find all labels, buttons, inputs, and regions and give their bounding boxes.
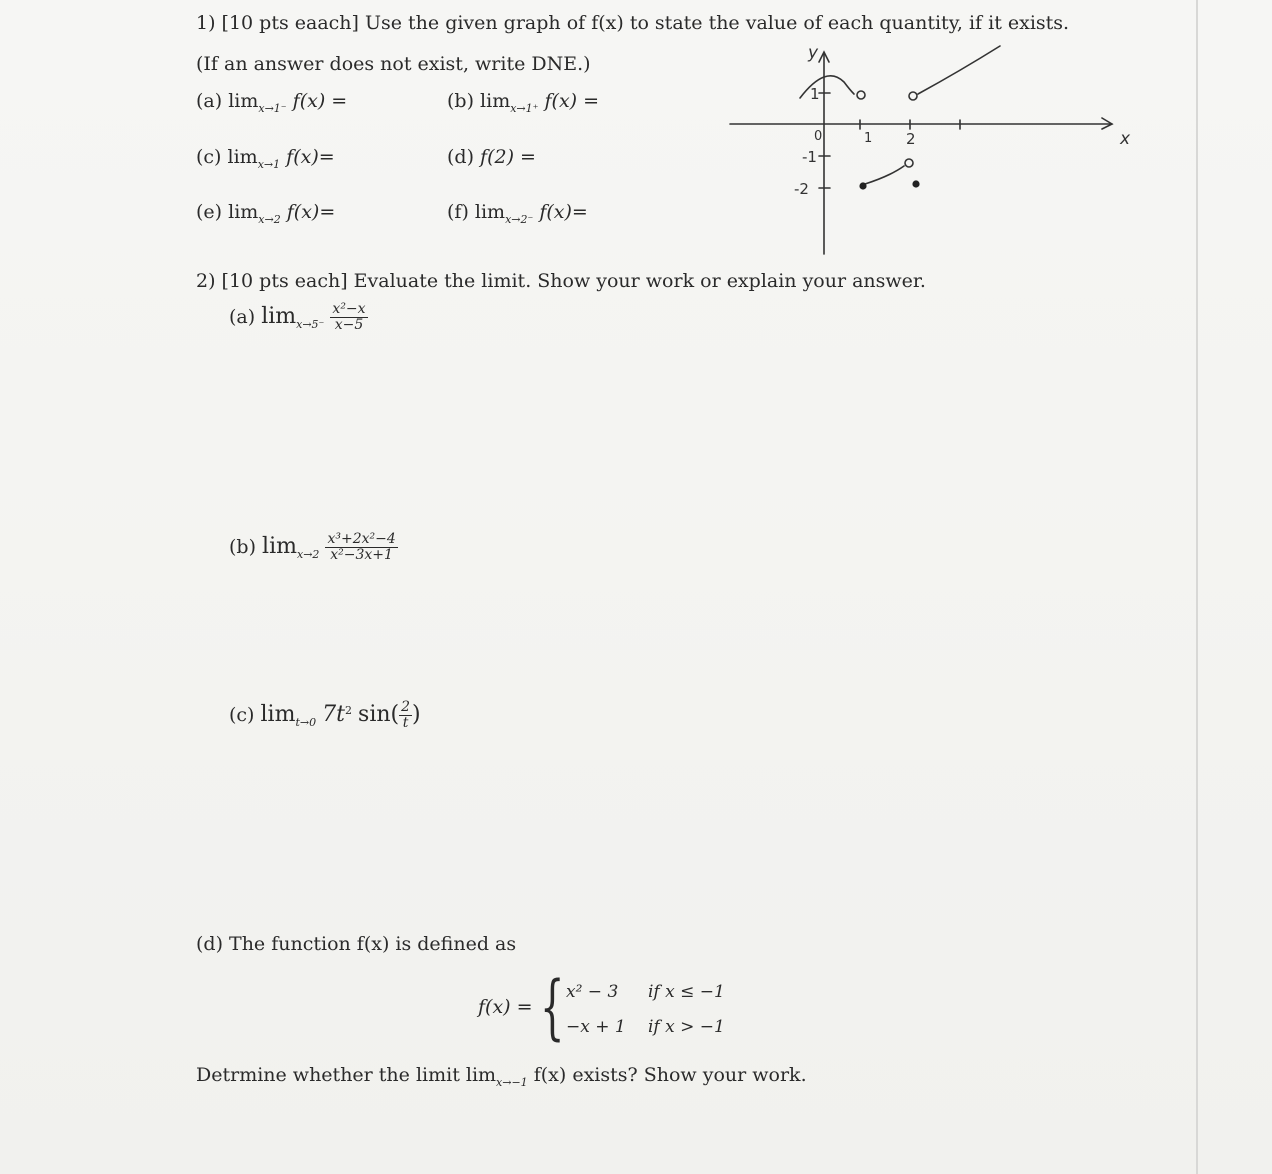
q2b bbox=[229, 532, 398, 564]
q2b-fraction bbox=[325, 532, 397, 564]
line-right bbox=[918, 46, 1000, 94]
open-circle-3 bbox=[905, 159, 913, 167]
q2a bbox=[229, 302, 368, 334]
q1e-sub: x→2 bbox=[258, 213, 281, 226]
q2a-fraction bbox=[330, 302, 367, 334]
q2a-lim: lim bbox=[261, 303, 297, 329]
q2a-denominator: x−5 bbox=[334, 317, 364, 334]
q1-header: 1) [10 pts eaach] Use the given graph of f(x) to state the value of each quantity, if it exists. bbox=[196, 12, 1070, 34]
q2c-expr-pre: 7t bbox=[322, 701, 345, 727]
page-edge-line bbox=[1196, 0, 1198, 1174]
q1a-sub: x→1⁻ bbox=[258, 102, 287, 115]
tick-x-2-label: 2 bbox=[906, 130, 916, 148]
q1a-label: (a) bbox=[196, 90, 223, 112]
q2d-question-text: Detrmine whether the limit lim bbox=[196, 1064, 497, 1086]
q2b-denominator: x²−3x+1 bbox=[330, 547, 393, 564]
q2d-case2-expr: −x + 1 bbox=[566, 1017, 626, 1037]
q1d bbox=[447, 148, 536, 167]
tick-y-m2-label: -2 bbox=[794, 180, 809, 198]
q1b-label: (b) bbox=[447, 90, 474, 112]
q2c-lim: lim bbox=[260, 701, 296, 727]
q2a-label: (a) bbox=[229, 305, 256, 328]
q2c bbox=[229, 700, 421, 732]
q2d-case1-cond: if x ≤ −1 bbox=[648, 982, 725, 1002]
y-axis-label: y bbox=[808, 43, 819, 63]
q1c-label: (c) bbox=[196, 146, 222, 168]
q1b-lim: lim bbox=[480, 90, 511, 112]
q1b-sub: x→1⁺ bbox=[510, 102, 539, 115]
q1f-sub: x→2⁻ bbox=[505, 213, 534, 226]
q1c-sub: x→1 bbox=[257, 158, 281, 171]
q2b-lim: lim bbox=[262, 533, 297, 559]
q2a-numerator: x²−x bbox=[332, 301, 366, 317]
q1f-label: (f) bbox=[447, 201, 469, 223]
q1e-label: (e) bbox=[196, 201, 223, 223]
q2c-expr-sin: sin( bbox=[358, 701, 400, 727]
q2b-numerator: x³+2x²−4 bbox=[327, 531, 396, 547]
open-circle-1 bbox=[857, 91, 865, 99]
q1d-rest: f(2) = bbox=[480, 146, 536, 168]
q2b-label: (b) bbox=[229, 535, 256, 558]
q2d-question-sub: x→−1 bbox=[496, 1076, 528, 1089]
q1a-lim: lim bbox=[228, 90, 259, 112]
q1e-lim: lim bbox=[228, 201, 259, 223]
curve-arc bbox=[800, 76, 854, 98]
q2d-question bbox=[196, 1064, 807, 1089]
q2c-frac-den: t bbox=[402, 715, 409, 732]
q1c-rest: f(x)= bbox=[286, 146, 335, 168]
tick-y-m1-label: -1 bbox=[802, 148, 817, 166]
q2c-expr-sup: 2 bbox=[344, 703, 352, 717]
q2b-sub: x→2 bbox=[296, 547, 320, 561]
q2d-case1-expr: x² − 3 bbox=[566, 982, 619, 1002]
tick-y-1-label: 1 bbox=[810, 85, 820, 103]
q1b bbox=[447, 90, 600, 115]
q1-note: (If an answer does not exist, write DNE.) bbox=[196, 53, 591, 75]
q2d-case2-cond: if x > −1 bbox=[648, 1017, 725, 1037]
q2-header: 2) [10 pts each] Evaluate the limit. Show your work or explain your answer. bbox=[196, 270, 926, 292]
tick-origin-label: 0 bbox=[814, 129, 823, 144]
q2d-fx: f(x) = bbox=[478, 996, 533, 1018]
q1a bbox=[196, 90, 348, 115]
q2c-frac-num: 2 bbox=[401, 699, 411, 715]
piecewise-brace: { bbox=[540, 966, 565, 1048]
q1e bbox=[196, 201, 336, 226]
q1d-label: (d) bbox=[447, 146, 474, 168]
q2d-intro: (d) The function f(x) is defined as bbox=[196, 933, 517, 955]
tick-x-1-label: 1 bbox=[864, 131, 873, 146]
q2c-fraction bbox=[399, 700, 412, 732]
q2c-sub: t→0 bbox=[295, 715, 317, 729]
q1e-rest: f(x)= bbox=[286, 201, 336, 223]
q1c-lim: lim bbox=[227, 146, 258, 168]
q1f-lim: lim bbox=[474, 201, 506, 223]
q1a-rest: f(x) = bbox=[292, 90, 348, 112]
q1f-rest: f(x)= bbox=[539, 201, 588, 223]
open-circle-2 bbox=[909, 92, 917, 100]
q2a-sub: x→5⁻ bbox=[296, 317, 325, 331]
function-graph bbox=[720, 38, 1140, 263]
q1b-rest: f(x) = bbox=[544, 90, 600, 112]
x-axis-label: x bbox=[1120, 129, 1131, 149]
q2c-expr-close: ) bbox=[412, 701, 421, 727]
q2d-question-rest: f(x) exists? Show your work. bbox=[533, 1064, 807, 1086]
closed-dot-2 bbox=[912, 180, 919, 187]
closed-dot-1 bbox=[859, 182, 866, 189]
q1c bbox=[196, 146, 335, 171]
segment-lower bbox=[865, 166, 904, 184]
q1f bbox=[447, 201, 588, 226]
q2c-label: (c) bbox=[229, 703, 255, 726]
